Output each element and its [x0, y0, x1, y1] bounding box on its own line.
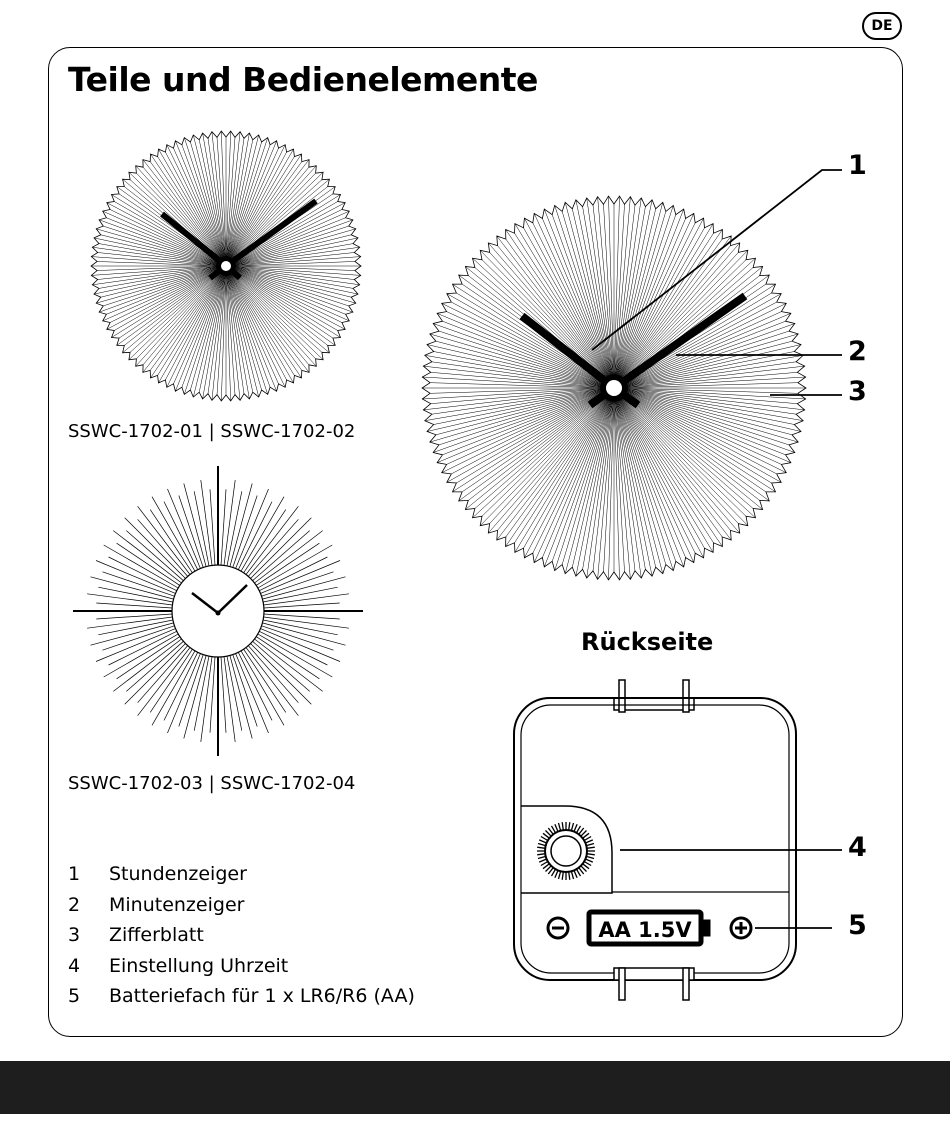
- callout-1: 1: [848, 150, 867, 181]
- legend-item: [68, 951, 415, 982]
- legend-label: Stundenzeiger: [109, 863, 247, 885]
- legend-number: 4: [68, 954, 81, 977]
- callout-lines-back: [620, 850, 842, 928]
- callout-lines-front: [592, 170, 842, 395]
- legend-label: Einstellung Uhrzeit: [109, 954, 289, 977]
- page-title: Teile und Bedienelemente: [68, 60, 538, 99]
- legend-label: Batteriefach für 1 x LR6/R6 (AA): [109, 985, 415, 1007]
- callout-4: 4: [848, 832, 867, 863]
- legend-item: [68, 859, 415, 890]
- legend-number: 2: [68, 893, 81, 916]
- legend-label: Zifferblatt: [109, 924, 204, 946]
- movement-back: [514, 680, 796, 1000]
- callout-5: 5: [848, 910, 867, 941]
- footer-bar: [0, 1061, 950, 1114]
- legend-number: 1: [68, 863, 81, 885]
- legend-number: 5: [68, 985, 81, 1007]
- language-badge: DE: [862, 12, 902, 40]
- callout-2: 2: [848, 336, 867, 367]
- back-side-title: Rückseite: [581, 628, 714, 656]
- battery-label: AA 1.5V: [598, 918, 692, 942]
- model-label-a: SSWC-1702-01 | SSWC-1702-02: [68, 421, 356, 442]
- clock-b-face: [172, 565, 264, 657]
- legend-item: [68, 981, 415, 1012]
- legend-number: 3: [68, 924, 81, 946]
- model-label-b: SSWC-1702-03 | SSWC-1702-04: [68, 773, 356, 794]
- legend-item: [68, 890, 415, 921]
- legend-label: Minutenzeiger: [109, 893, 245, 916]
- callout-3: 3: [848, 376, 867, 407]
- legend-item: [68, 920, 415, 951]
- parts-legend: [68, 859, 415, 1012]
